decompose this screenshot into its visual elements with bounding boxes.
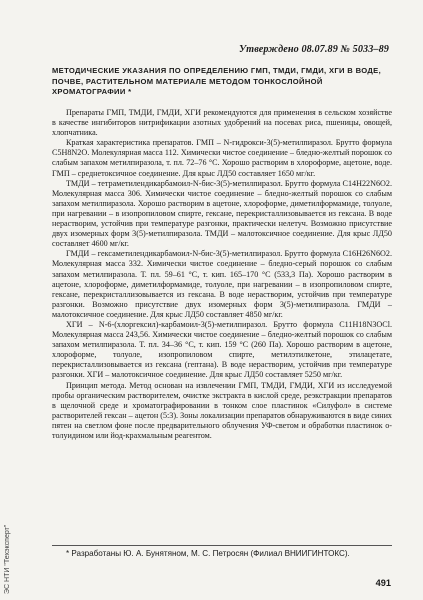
paragraph-tmdi: ТМДИ – тетраметилендикарбамоил-N-бис-3(5)-метилпиразол. Брутто формула C14H22N6O2. Молекулярная масса 306. Химически чистое соединение – бледно-желтый порошок со слабым запахом метилпиразола. Хорошо растворим в ацетоне, хлороформе, диметилформамиде, толуоле, при нагревании – в изопропиловом спирте, гексане, перекристаллизовывается из гексана. В воде нерастворим, устойчив при температуре разгонки, практически нелетуч. Возможно присутствие двух изомерных форм 3(5)-метилпиразола. ТМДИ – малотоксичное соединение. Для крыс ЛД50 составляет 4600 мг/кг.: [52, 178, 392, 249]
paragraph-gmp: Краткая характеристика препаратов. ГМП – N-гидрокси-3(5)-метилпиразол. Брутто формула C5H8N2O. Молекулярная масса 112. Химически чистое соединение – бледно-желтый порошок со слабым запахом метилпиразола, т. пл. 72–76 °С. Хорошо растворим в хлороформе, ацетоне, воде. ГМП – среднетоксичное соединение. Для крыс ЛД50 составляет 1650 мг/кг.: [52, 138, 392, 178]
paragraph-gmdi: ГМДИ – гексаметилендикарбамоил-N-бис-3(5)-метилпиразол. Брутто формула C16H26N6O2. Молекулярная масса 332. Химически чистое соединение – бледно-серый порошок со слабым запахом метилпиразола. Т. пл. 59–61 °С, т. кип. 165–170 °С (533,3 Па). Хорошо растворим в ацетоне, хлороформе, диметилформамиде, толуоле, при нагревании – в изопропиловом спирте, гексане, перекристаллизовывается из гексана. В воде нерастворим, устойчив при температуре разгонки. Возможно присутствие двух изомерных форм 3(5)-метилпиразола. ГМДИ – малотоксичное соединение. Для крыс ЛД50 составляет 4850 мг/кг.: [52, 249, 392, 319]
page-number: 491: [375, 578, 391, 588]
paragraph-method-principle: Принцип метода. Метод основан на извлечении ГМП, ТМДИ, ГМДИ, ХГИ из исследуемой пробы органическим растворителем, очистке экстракта в кислой среде, реэкстракции препаратов в щелочной среде и хроматографировании в тонком слое пластинок «Силуфол» в системе растворителей гексан – ацетон (5:3). Зоны локализации препаратов обнаруживаются в виде синих пятен на светлом фоне после предварительного облучения УФ-светом и обработки пластинок o-толуидином или йод-крахмальным реагентом.: [52, 380, 392, 440]
document-body: [52, 108, 392, 441]
paragraph-intro: Препараты ГМП, ТМДИ, ГМДИ, ХГИ рекомендуются для применения в сельском хозяйстве в качестве ингибиторов нитрификации азотных удобрений на посевах риса, пшеницы, овощей, хлопчатника.: [52, 108, 392, 138]
footnote-divider: [52, 545, 392, 546]
document-title: МЕТОДИЧЕСКИЕ УКАЗАНИЯ ПО ОПРЕДЕЛЕНИЮ ГМП, ТМДИ, ГМДИ, ХГИ В ВОДЕ, ПОЧВЕ, РАСТИТЕЛЬНОМ МАТЕРИАЛЕ МЕТОДОМ ТОНКОСЛОЙНОЙ ХРОМАТОГРАФИИ *: [52, 66, 382, 97]
footnote: * Разработаны Ю. А. Бунятяном, М. С. Петросян (Филиал ВНИИГИНТОКС).: [66, 549, 350, 558]
watermark-stamp: ЭС НТИ "Техэксперт": [4, 524, 11, 594]
paragraph-hgi: ХГИ – N-6-(хлоргексил)-карбамоил-3(5)-метилпиразол. Брутто формула C11H18N3OCl. Молекулярная масса 243,56. Химически чистое соединение – бледно-желтый порошок со слабым запахом метилпиразола. Т. пл. 34–36 °С, т. кип. 159 °С (260 Па). Хорошо растворим в ацетоне, хлороформе, толуоле, изопропиловом спирте, метилэтилкетоне, этилацетате, перекристаллизовывается из гексана (гептана). В воде нерастворим, устойчив при температуре разгонки. ХГИ – малотоксичное соединение. Для крыс ЛД50 составляет 5250 мг/кг.: [52, 319, 392, 380]
approval-note: Утверждено 08.07.89 № 5033–89: [238, 44, 389, 55]
